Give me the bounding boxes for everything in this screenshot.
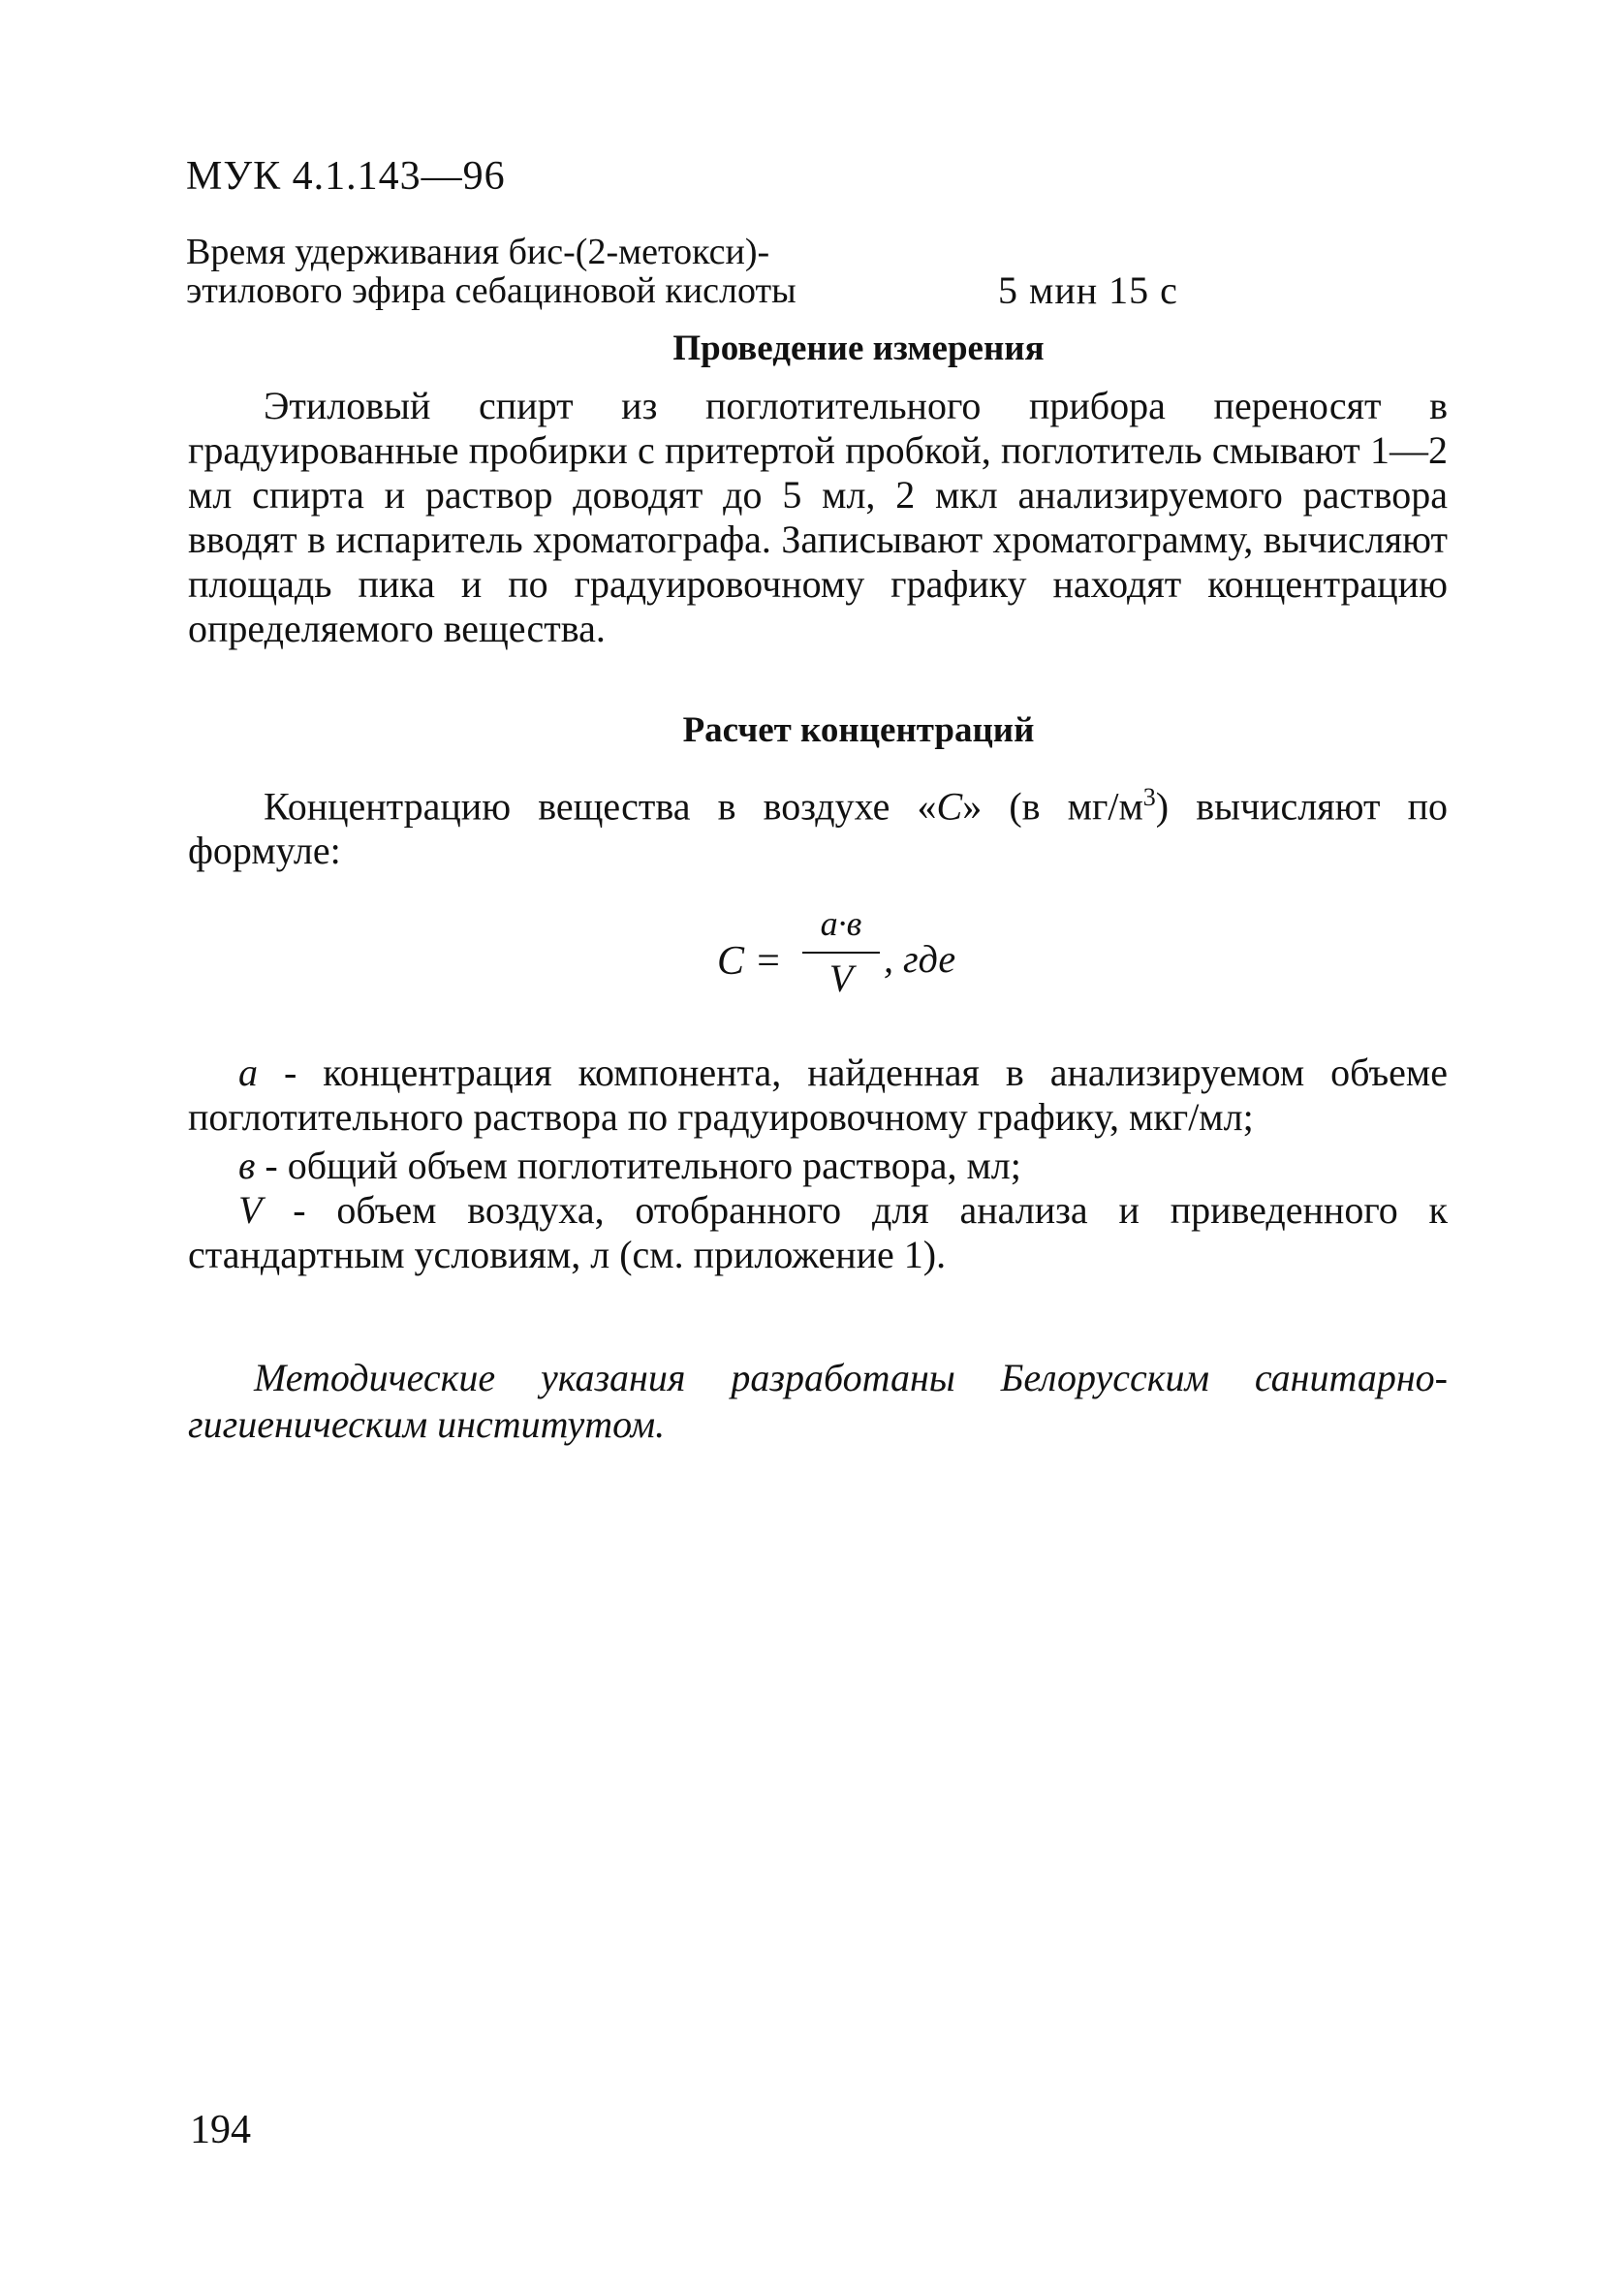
calc-superscript: 3	[1142, 783, 1156, 811]
section-heading-calculation: Расчет концентраций	[682, 710, 1035, 750]
concentration-formula	[717, 903, 988, 1020]
definition-b-text: - общий объем поглотительного раствора, мл;	[255, 1144, 1021, 1187]
credit-note	[188, 1355, 1448, 1448]
formula-tail: , где	[884, 937, 956, 981]
document-id: МУК 4.1.143—96	[186, 154, 506, 199]
variable-definitions	[188, 1051, 1448, 1277]
formula-fraction-bar	[802, 952, 880, 954]
page-number: 194	[190, 2108, 251, 2152]
calc-text-after: » (в мг/м	[962, 784, 1143, 829]
measurement-text: Этиловый спирт из поглотительного прибора переносят в градуированные пробирки с притертой пробкой, поглотитель смывают 1—2 мл спирта и раствор доводят до 5 мл, 2 мкл анализируемого раствора вводят в испаритель хроматографа. Записывают хроматограмму, вычисляют площадь пика и по градуировочному графику находят концентрацию определяемого вещества.	[188, 384, 1448, 650]
definition-a	[188, 1051, 1448, 1140]
retention-label-line1: Время удерживания бис-(2-метокси)-	[186, 232, 770, 272]
retention-time-value: 5 мин 15 с	[998, 268, 1178, 312]
definition-a-text: - концентрация компонента, найденная в анализируемом объеме поглотительного раствора по градуировочному графику, мкг/мл;	[188, 1051, 1448, 1139]
credit-text: Методические указания разработаны Белорусским санитарно-гигиеническим институтом.	[188, 1356, 1448, 1446]
section-heading-measurement: Проведение измерения	[672, 329, 1045, 368]
measurement-paragraph	[188, 384, 1448, 651]
definition-v-text: - объем воздуха, отобранного для анализа и приведенного к стандартным условиям, л (см. приложение 1).	[188, 1188, 1448, 1276]
formula-numerator: а·в	[820, 904, 862, 943]
calculation-text	[188, 775, 1448, 873]
definition-v	[188, 1188, 1448, 1277]
formula-lhs: С =	[717, 939, 782, 984]
retention-time-label	[186, 233, 1446, 310]
definition-b	[188, 1144, 1448, 1188]
definition-a-symbol: а	[238, 1051, 258, 1094]
calculation-paragraph	[188, 775, 1448, 873]
definition-b-symbol: в	[238, 1144, 256, 1187]
calc-symbol-c: С	[936, 784, 963, 829]
retention-label-line2: этилового эфира себациновой кислоты	[186, 270, 796, 311]
definition-v-symbol: V	[238, 1188, 263, 1232]
calc-text-before: Концентрацию вещества в воздухе «	[264, 784, 937, 829]
formula-denominator: V	[828, 957, 854, 1000]
calc-text-end: ) вычисляют по формуле:	[188, 784, 1448, 873]
